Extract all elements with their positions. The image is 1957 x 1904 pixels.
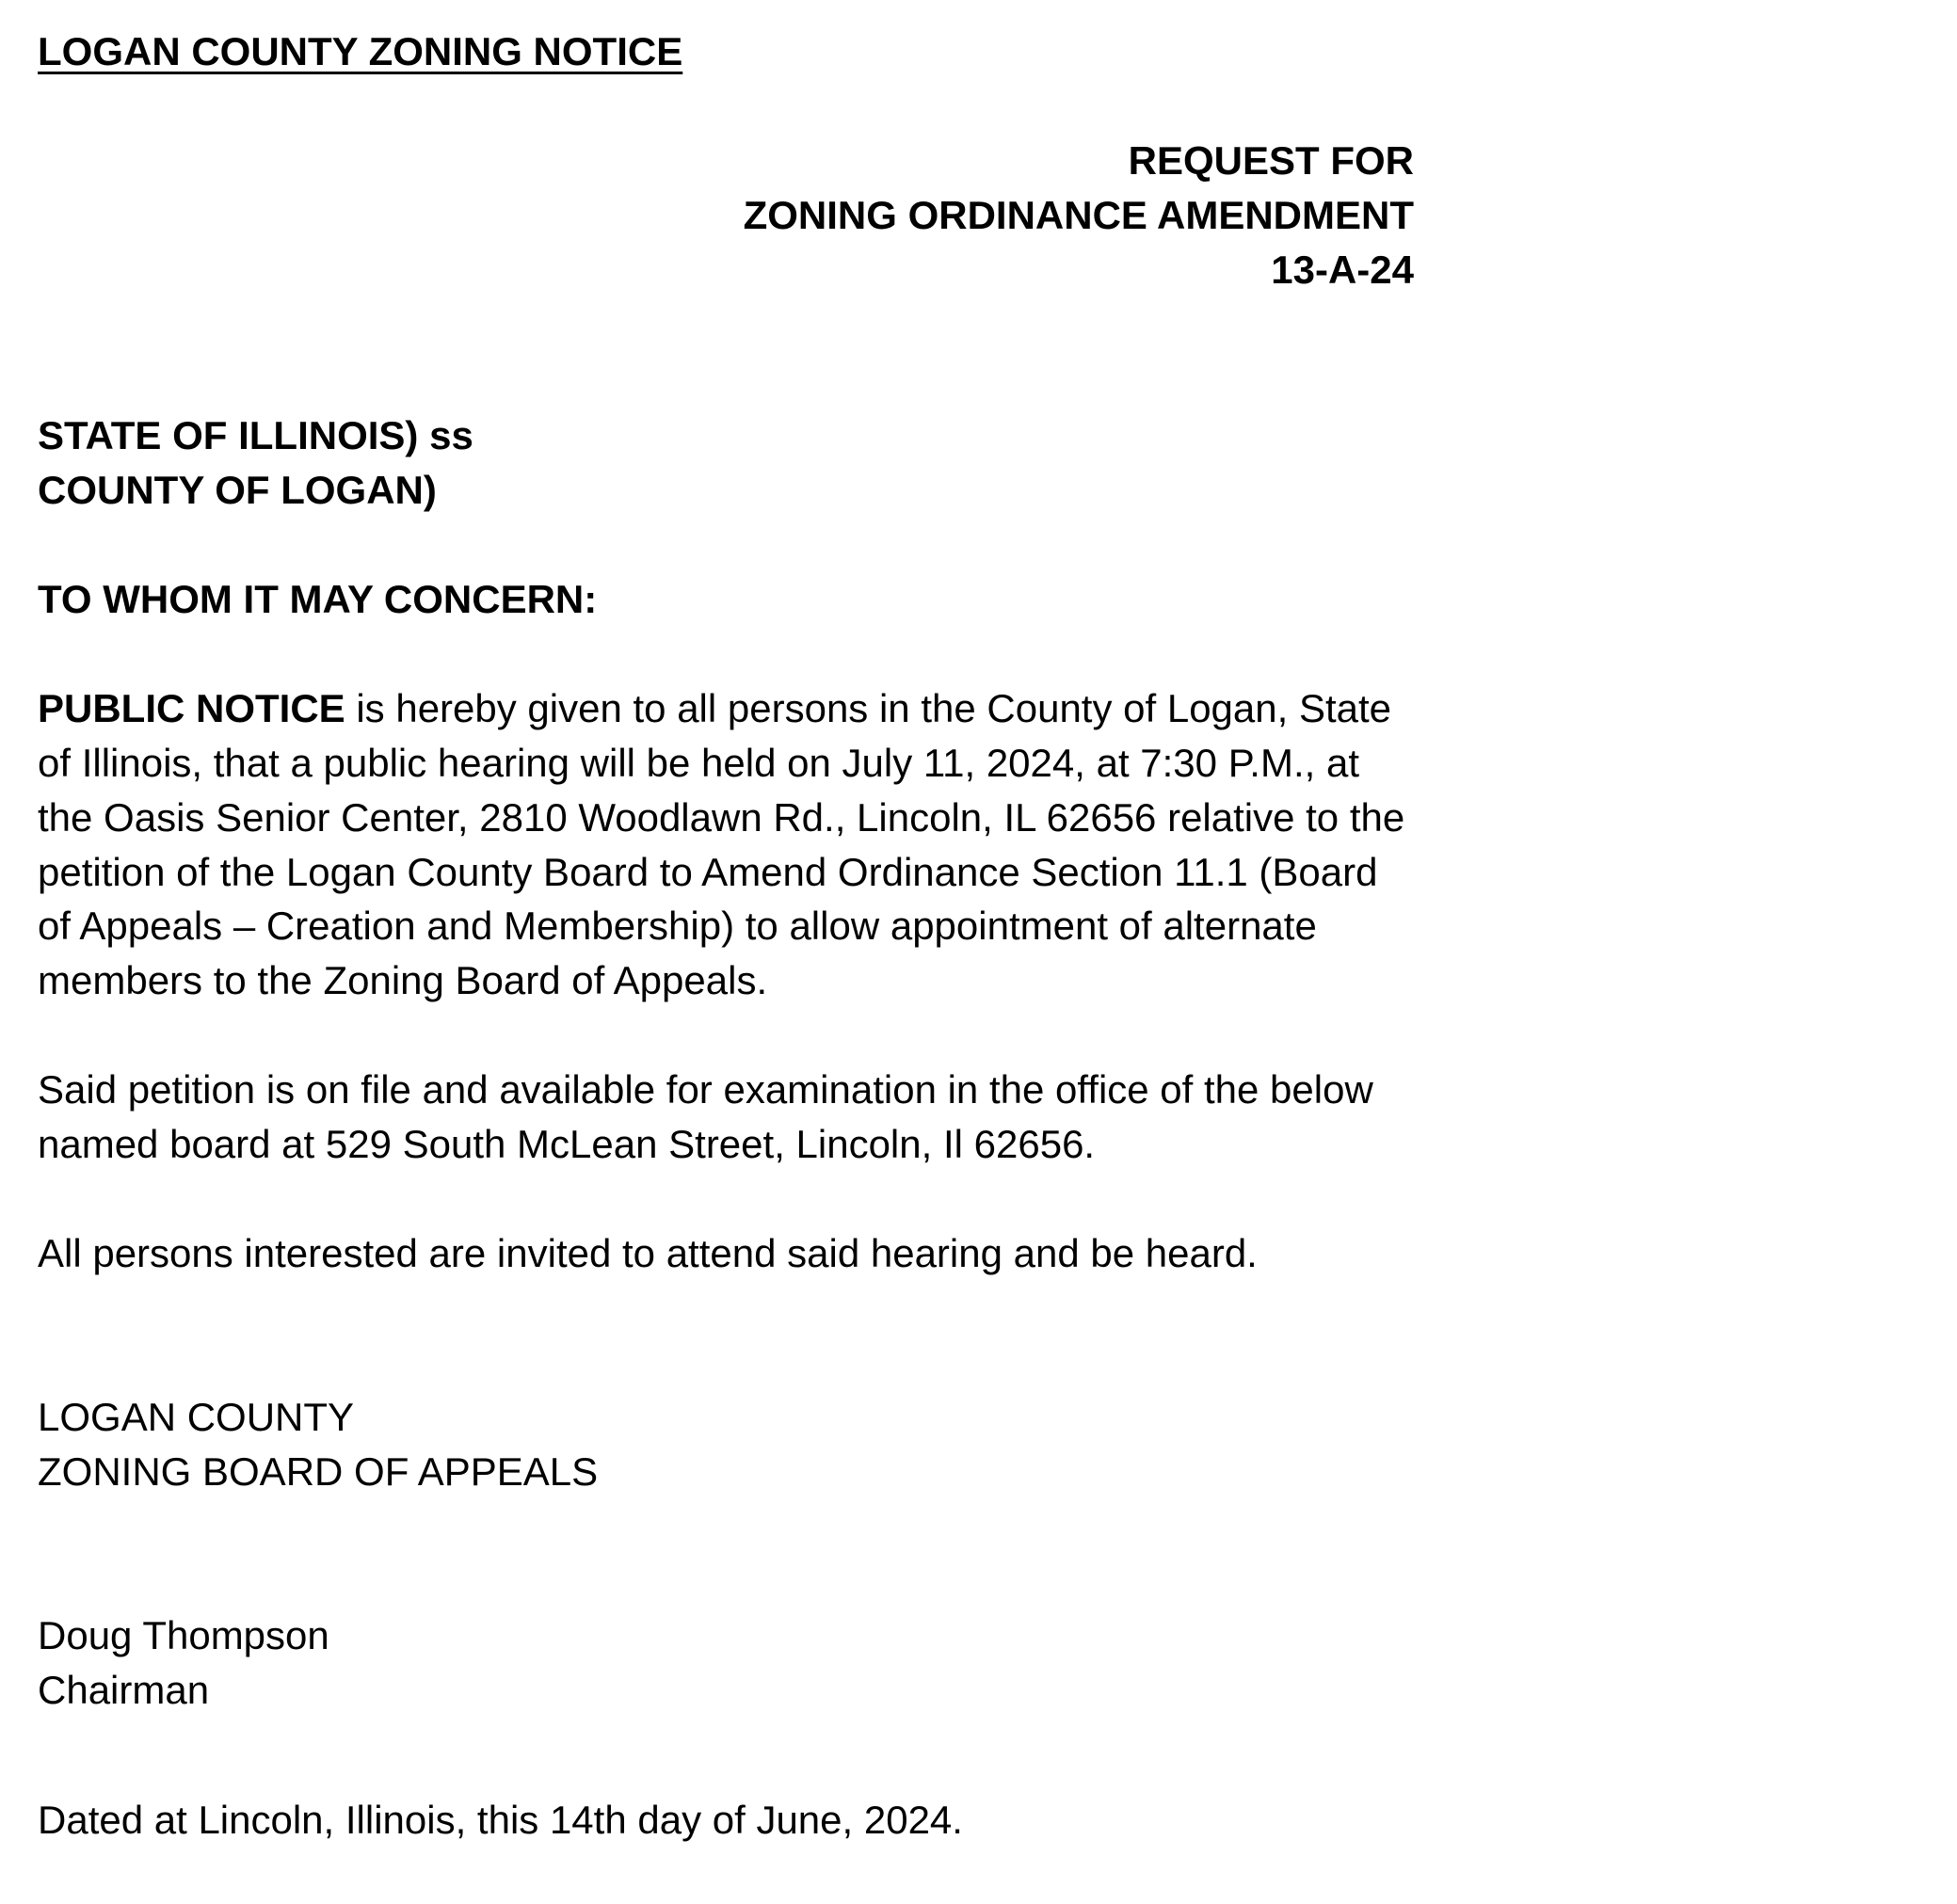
organization-line-2: ZONING BOARD OF APPEALS: [38, 1449, 599, 1495]
public-notice-paragraph: [38, 681, 1414, 1009]
invitation-paragraph: All persons interested are invited to attend said hearing and be heard.: [38, 1231, 1258, 1276]
signature-title: Chairman: [38, 1668, 210, 1713]
state-line: STATE OF ILLINOIS) ss: [38, 412, 473, 457]
petition-paragraph: Said petition is on file and available for examination in the office of the below named board at 529 South McLean Street, Lincoln, Il 62656.: [38, 1067, 1385, 1167]
request-header-line-2: ZONING ORDINANCE AMENDMENT: [743, 192, 1414, 237]
organization-line-1: LOGAN COUNTY: [38, 1395, 355, 1440]
salutation: TO WHOM IT MAY CONCERN:: [38, 576, 598, 621]
public-notice-lead: PUBLIC NOTICE: [38, 685, 345, 730]
state-county-block: [38, 408, 1414, 518]
county-line: COUNTY OF LOGAN): [38, 467, 437, 512]
signature-block: [38, 1608, 1414, 1718]
request-header-block: [38, 134, 1414, 297]
case-number: 13-A-24: [1271, 247, 1414, 292]
public-notice-body: is hereby given to all persons in the County of Logan, State of Illinois, that a public hearing will be held on July 11, 2024, at 7:30 P.M., at the Oasis Senior Center, 2810 Woodlawn Rd., Lincoln, IL 62656 relative to the petition of the Logan County Board to Amend Ordinance Section 11.1 (Board of Appeals – Creation and Membership) to allow appointment of alternate members to the Zoning Board of Appeals.: [38, 685, 1416, 1003]
organization-block: [38, 1390, 1414, 1499]
request-header-line-1: REQUEST FOR: [1128, 137, 1414, 183]
signature-name: Doug Thompson: [38, 1613, 329, 1658]
dateline: Dated at Lincoln, Illinois, this 14th day of June, 2024.: [38, 1798, 963, 1843]
document-title: LOGAN COUNTY ZONING NOTICE: [38, 29, 683, 73]
document-content: [38, 24, 1414, 1848]
